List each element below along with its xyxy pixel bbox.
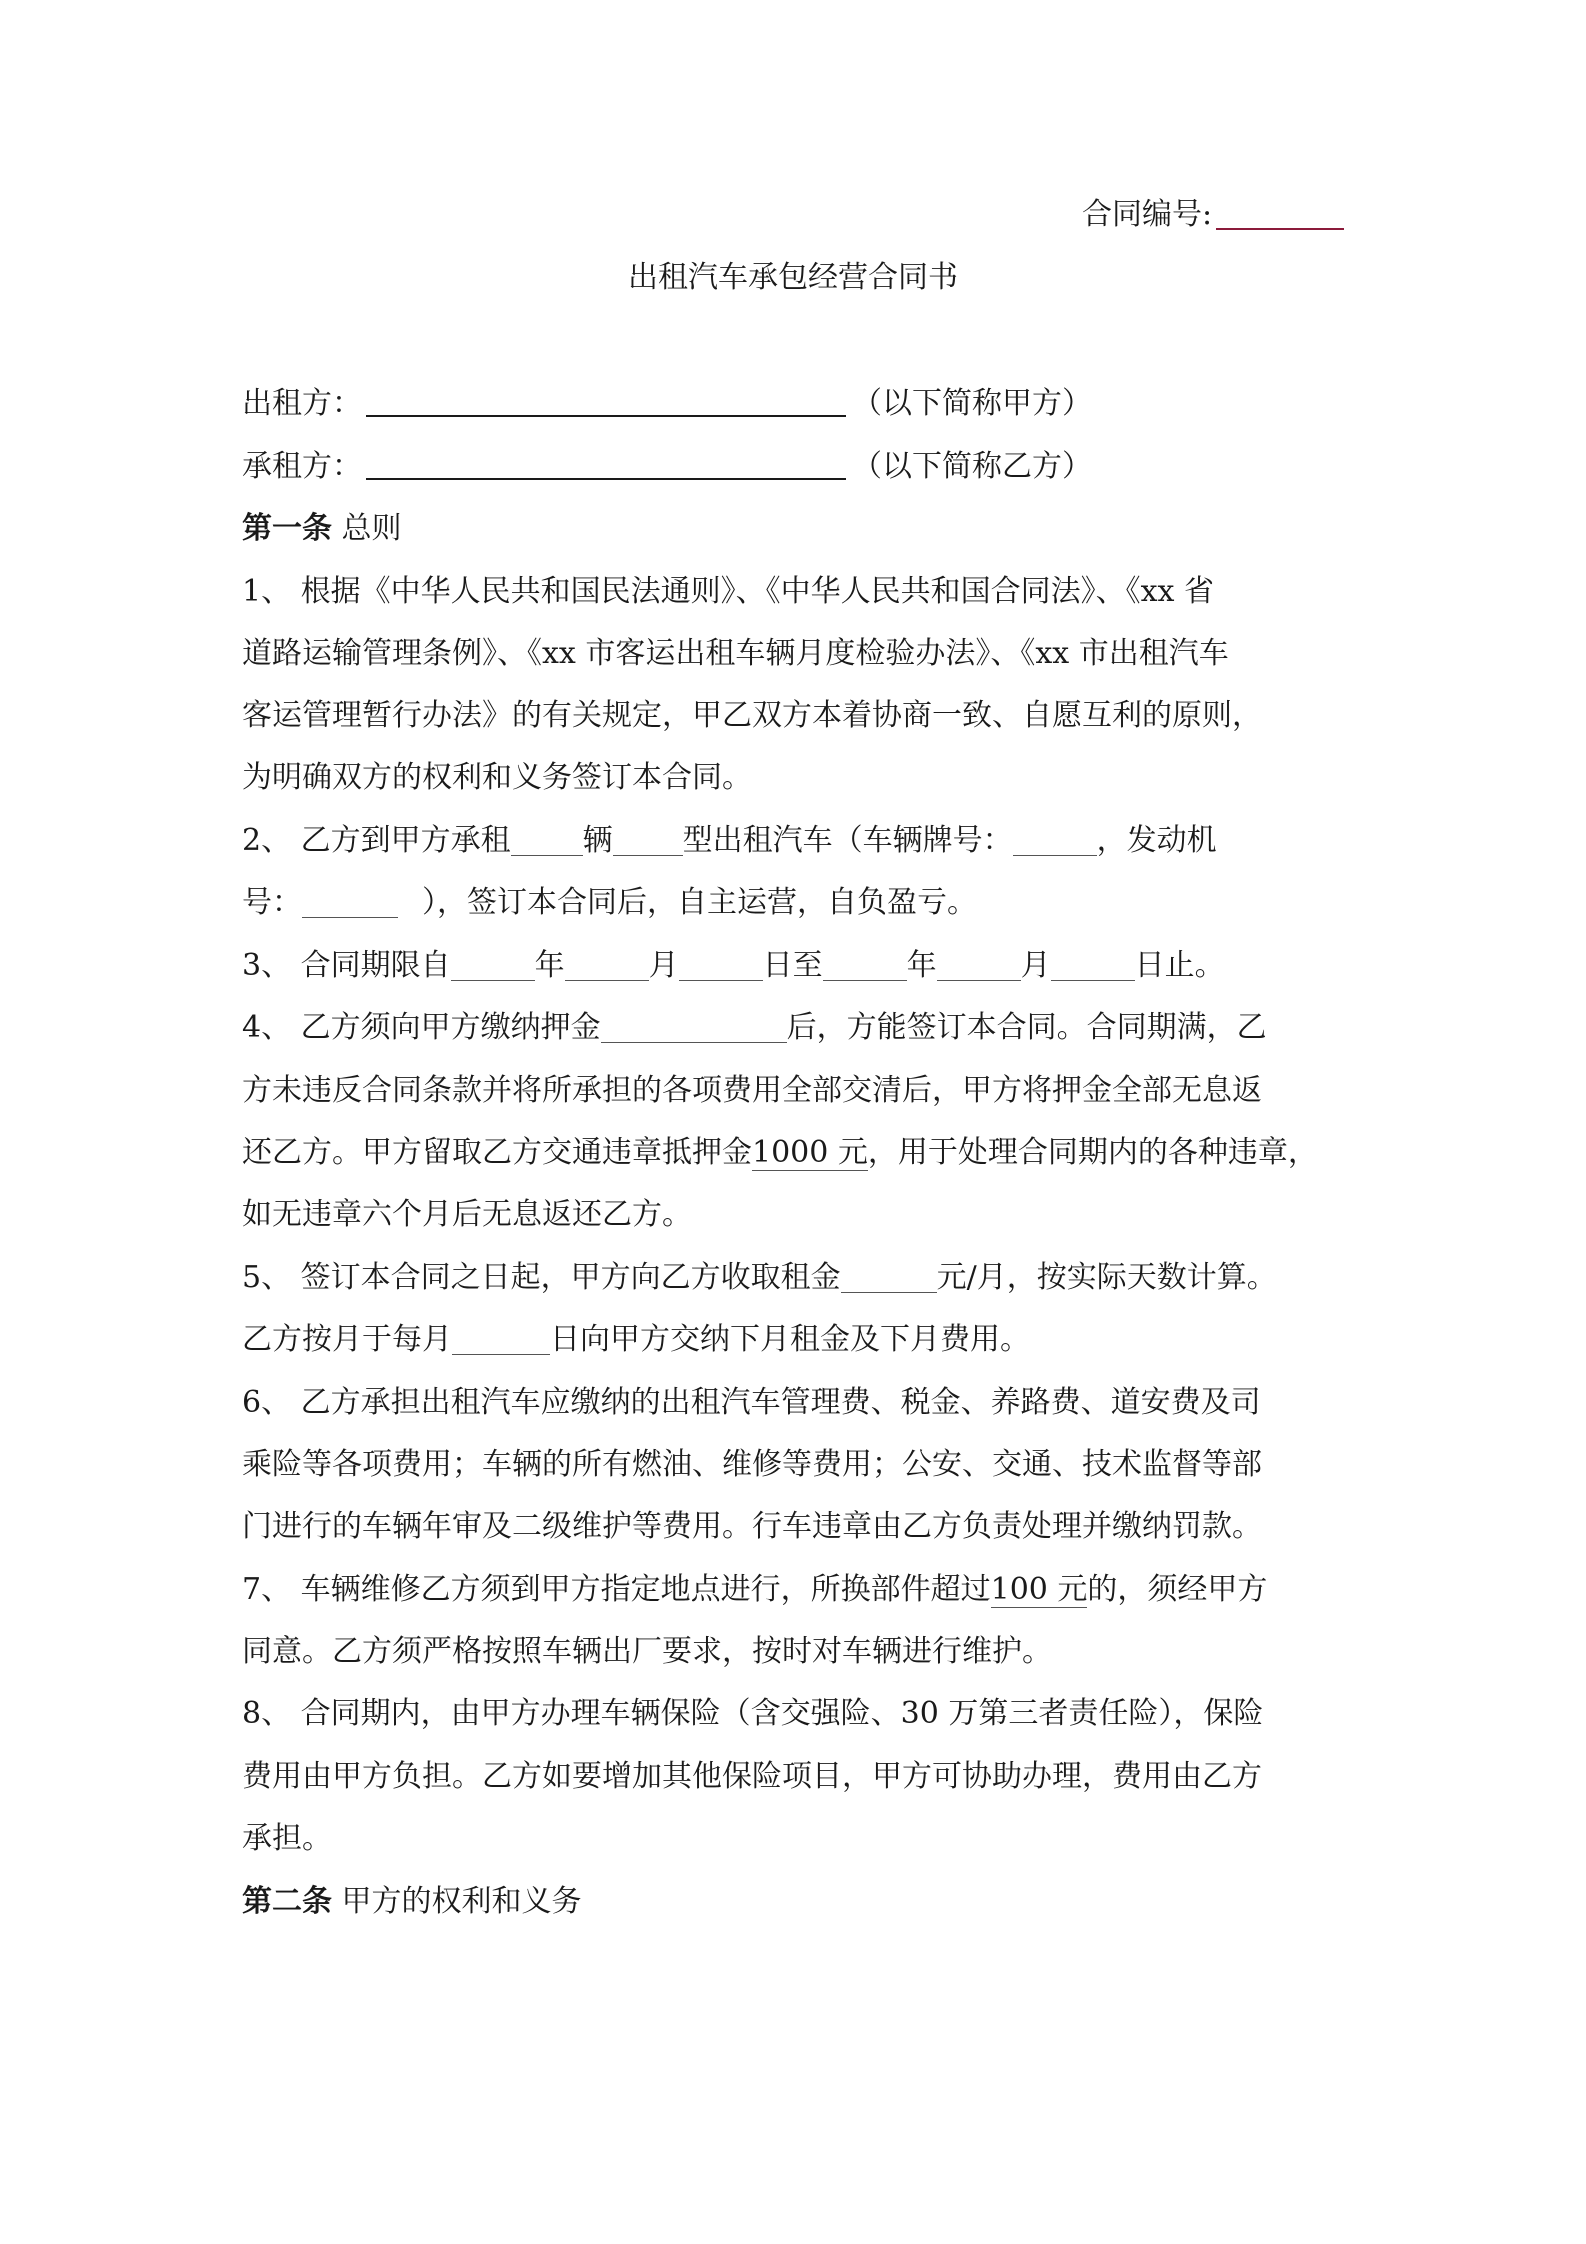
clause-5-text: 5、 签订本合同之日起，甲方向乙方收取租金 <box>242 1260 841 1295</box>
blank-field[interactable] <box>679 952 763 981</box>
blank-field[interactable] <box>565 952 649 981</box>
clause-1-line: 道路运输管理条例》、《xx 市客运出租车辆月度检验办法》、《xx 市出租汽车 <box>242 636 1229 671</box>
clause-5-text: 日向甲方交纳下月租金及下月费用。 <box>550 1322 1030 1357</box>
clause-7-text: 的，须经甲方 <box>1087 1572 1268 1607</box>
lessor-blank[interactable] <box>366 387 846 417</box>
clause-4-text: 4、 乙方须向甲方缴纳押金 <box>242 1010 601 1045</box>
clause-8-line: 费用由甲方负担。乙方如要增加其他保险项目，甲方可协助办理，费用由乙方 <box>242 1759 1262 1794</box>
clause-5-text: 元/月，按实际天数计算。 <box>936 1260 1277 1295</box>
clause-2-text: 2、 乙方到甲方承租 <box>242 823 511 858</box>
lessor-line <box>242 384 1092 424</box>
section-2-heading-text: 第二条 甲方的权利和义务 <box>242 1884 582 1919</box>
clause-1-line: 客运管理暂行办法》的有关规定，甲乙双方本着协商一致、自愿互利的原则， <box>242 698 1262 733</box>
clause-2-text: 型出租汽车（车辆牌号： <box>682 823 1013 858</box>
clause-3-text: 月 <box>648 948 679 983</box>
section-number: 第一条 <box>242 511 332 546</box>
clause-6-line: 6、 乙方承担出租汽车应缴纳的出租汽车管理费、税金、养路费、道安费及司 <box>242 1385 1261 1420</box>
clause-4-line <box>242 1008 1267 1048</box>
clause-3-text: 3、 合同期限自 <box>242 948 451 983</box>
clause-3-text: 日至 <box>762 948 823 983</box>
clause-5-line <box>242 1320 1030 1360</box>
lessee-line <box>242 447 1092 487</box>
blank-field[interactable] <box>937 952 1021 981</box>
clause-3-text: 年 <box>534 948 565 983</box>
clause-4-text: 后，方能签订本合同。合同期满，乙 <box>786 1010 1267 1045</box>
contract-number-label: 合同编号: <box>1082 197 1213 232</box>
clause-2-line <box>242 821 1217 861</box>
blank-field[interactable] <box>452 1326 550 1355</box>
section-heading <box>242 1882 582 1922</box>
blank-field[interactable] <box>823 952 907 981</box>
clause-6-line: 门进行的车辆年审及二级维护等费用。行车违章由乙方负责处理并缴纳罚款。 <box>242 1509 1262 1544</box>
lessee-blank[interactable] <box>366 450 846 480</box>
blank-field[interactable] <box>302 889 398 918</box>
section-heading: 第一条 总则 <box>242 511 402 546</box>
blank-field[interactable] <box>613 827 683 856</box>
blank-field[interactable] <box>451 952 535 981</box>
lessor-label: 出租方： <box>242 386 362 421</box>
clause-3-text: 日止。 <box>1134 948 1225 983</box>
blank-field[interactable] <box>1013 827 1097 856</box>
clause-7-line <box>242 1570 1267 1610</box>
clause-6-line: 乘险等各项费用；车辆的所有燃油、维修等费用；公安、交通、技术监督等部 <box>242 1447 1262 1482</box>
clause-8-line: 承担。 <box>242 1821 332 1856</box>
clause-4-text: 还乙方。甲方留取乙方交通违章抵押金 <box>242 1135 752 1170</box>
clause-1-line: 1、 根据《中华人民共和国民法通则》、《中华人民共和国合同法》、《xx 省 <box>242 574 1214 609</box>
clause-7-text: 7、 车辆维修乙方须到甲方指定地点进行，所换部件超过 <box>242 1572 991 1607</box>
clause-4-line: 方未违反合同条款并将所承担的各项费用全部交清后，甲方将押金全部无息返 <box>242 1073 1262 1108</box>
clause-8-line: 8、 合同期内，由甲方办理车辆保险（含交强险、30 万第三者责任险），保险 <box>242 1696 1264 1731</box>
clause-2-text: ，发动机 <box>1096 823 1217 858</box>
clause-1-line: 为明确双方的权利和义务签订本合同。 <box>242 760 752 795</box>
clause-7-line: 同意。乙方须严格按照车辆出厂要求，按时对车辆进行维护。 <box>242 1634 1052 1669</box>
clause-2-text: ），签订本合同后，自主运营，自负盈亏。 <box>422 885 977 920</box>
document-title: 出租汽车承包经营合同书 <box>628 260 958 295</box>
clause-4-line <box>242 1133 1318 1173</box>
clause-2-text: 辆 <box>582 823 613 858</box>
lessor-suffix: （以下简称甲方） <box>852 386 1092 421</box>
clause-3-text: 年 <box>906 948 937 983</box>
repair-threshold-amount: 100 元 <box>990 1572 1088 1607</box>
blank-field[interactable] <box>1051 952 1135 981</box>
clause-5-text: 乙方按月于每月 <box>242 1322 452 1357</box>
contract-number <box>1082 195 1344 235</box>
blank-field[interactable] <box>601 1014 787 1043</box>
clause-2-line <box>242 883 977 923</box>
clause-2-text: 号： <box>242 885 302 920</box>
clause-3-line <box>242 946 1225 986</box>
blank-field[interactable] <box>841 1264 937 1293</box>
clause-4-line: 如无违章六个月后无息返还乙方。 <box>242 1197 692 1232</box>
violation-deposit-amount: 1000 元 <box>752 1135 868 1170</box>
contract-number-blank[interactable] <box>1216 200 1344 230</box>
lessee-suffix: （以下简称乙方） <box>852 449 1092 484</box>
clause-4-text: ，用于处理合同期内的各种违章， <box>867 1135 1318 1170</box>
blank-field[interactable] <box>511 827 583 856</box>
clause-5-line <box>242 1258 1277 1298</box>
section-number: 第二条 <box>242 1884 332 1919</box>
clause-3-text: 月 <box>1020 948 1051 983</box>
lessee-label: 承租方： <box>242 449 362 484</box>
